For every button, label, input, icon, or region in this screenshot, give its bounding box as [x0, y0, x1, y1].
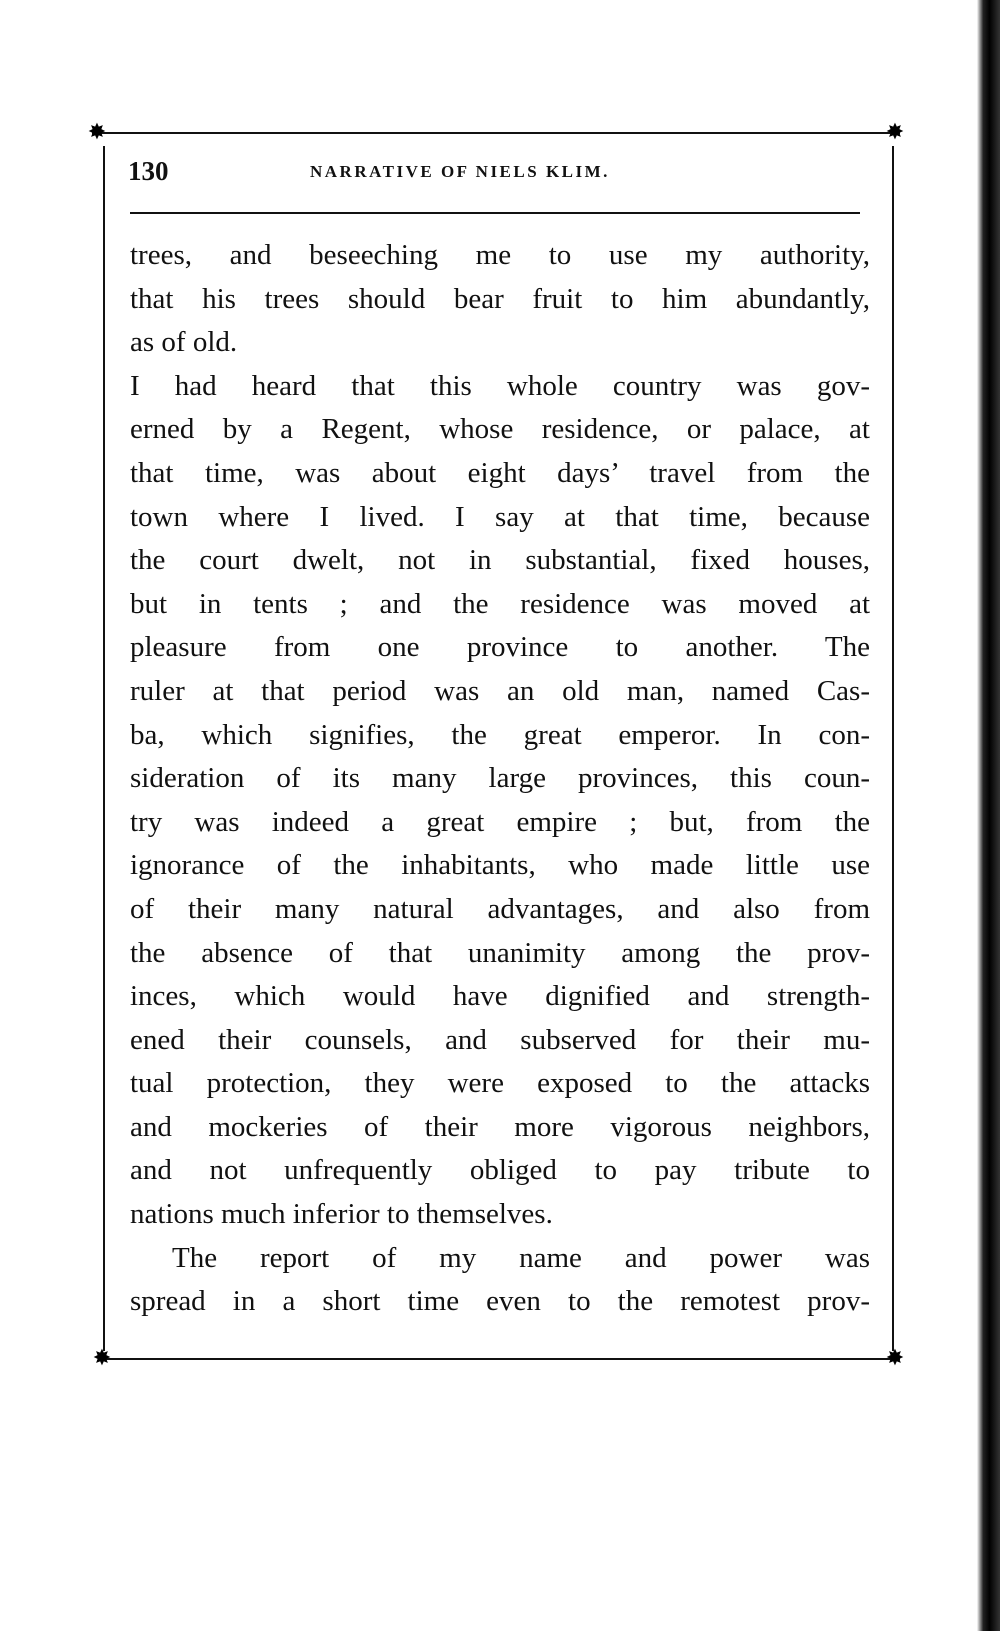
text-line: try was indeed a great empire ; but, from the — [130, 805, 870, 838]
corner-ornament-icon: ✸ — [92, 1346, 112, 1371]
frame-bottom-rule — [100, 1358, 900, 1360]
text-line: The report of my name and power was — [172, 1241, 870, 1274]
text-line: I had heard that this whole country was gov- — [130, 369, 870, 402]
frame-left-rule — [103, 146, 105, 1351]
corner-ornament-icon: ✸ — [885, 120, 905, 145]
text-line: tual protection, they were exposed to the attacks — [130, 1067, 870, 1100]
text-line: and not unfrequently obliged to pay tribute to — [130, 1154, 870, 1187]
text-line: but in tents ; and the residence was moved at — [130, 587, 870, 620]
frame-top-rule — [92, 132, 900, 134]
text-line: ignorance of the inhabitants, who made little use — [130, 849, 870, 882]
text-line: ruler at that period was an old man, named Cas- — [130, 674, 870, 707]
corner-ornament-icon: ✸ — [885, 1346, 905, 1371]
scan-edge — [958, 0, 1000, 1631]
text-line: trees, and beseeching me to use my authority, — [130, 239, 870, 271]
corner-ornament-icon: ✸ — [87, 120, 107, 145]
header-rule — [130, 212, 860, 214]
text-line: nations much inferior to themselves. — [130, 1198, 553, 1231]
text-line: ened their counsels, and subserved for their mu- — [130, 1023, 870, 1056]
page-number: 130 — [128, 156, 169, 186]
text-line: inces, which would have dignified and strength- — [130, 980, 870, 1013]
text-line: town where I lived. I say at that time, because — [130, 500, 870, 533]
text-line: that time, was about eight days’ travel from the — [130, 456, 870, 489]
page-body — [130, 234, 870, 1324]
text-line: the court dwelt, not in substantial, fixed houses, — [130, 544, 870, 577]
text-line: ba, which signifies, the great emperor. In con- — [130, 718, 870, 751]
text-line: the absence of that unanimity among the prov- — [130, 936, 870, 969]
text-line: sideration of its many large provinces, this coun- — [130, 762, 870, 795]
text-line: as of old. — [130, 326, 238, 359]
text-line: erned by a Regent, whose residence, or palace, at — [130, 413, 870, 446]
text-line: pleasure from one province to another. The — [130, 631, 870, 664]
text-line: spread in a short time even to the remotest prov- — [130, 1285, 870, 1318]
frame-right-rule — [892, 146, 894, 1351]
text-line: of their many natural advantages, and also from — [130, 892, 870, 925]
text-line: and mockeries of their more vigorous neighbors, — [130, 1110, 870, 1143]
text-line: that his trees should bear fruit to him abundantly, — [130, 282, 870, 315]
running-title: NARRATIVE OF NIELS KLIM. — [310, 162, 610, 181]
